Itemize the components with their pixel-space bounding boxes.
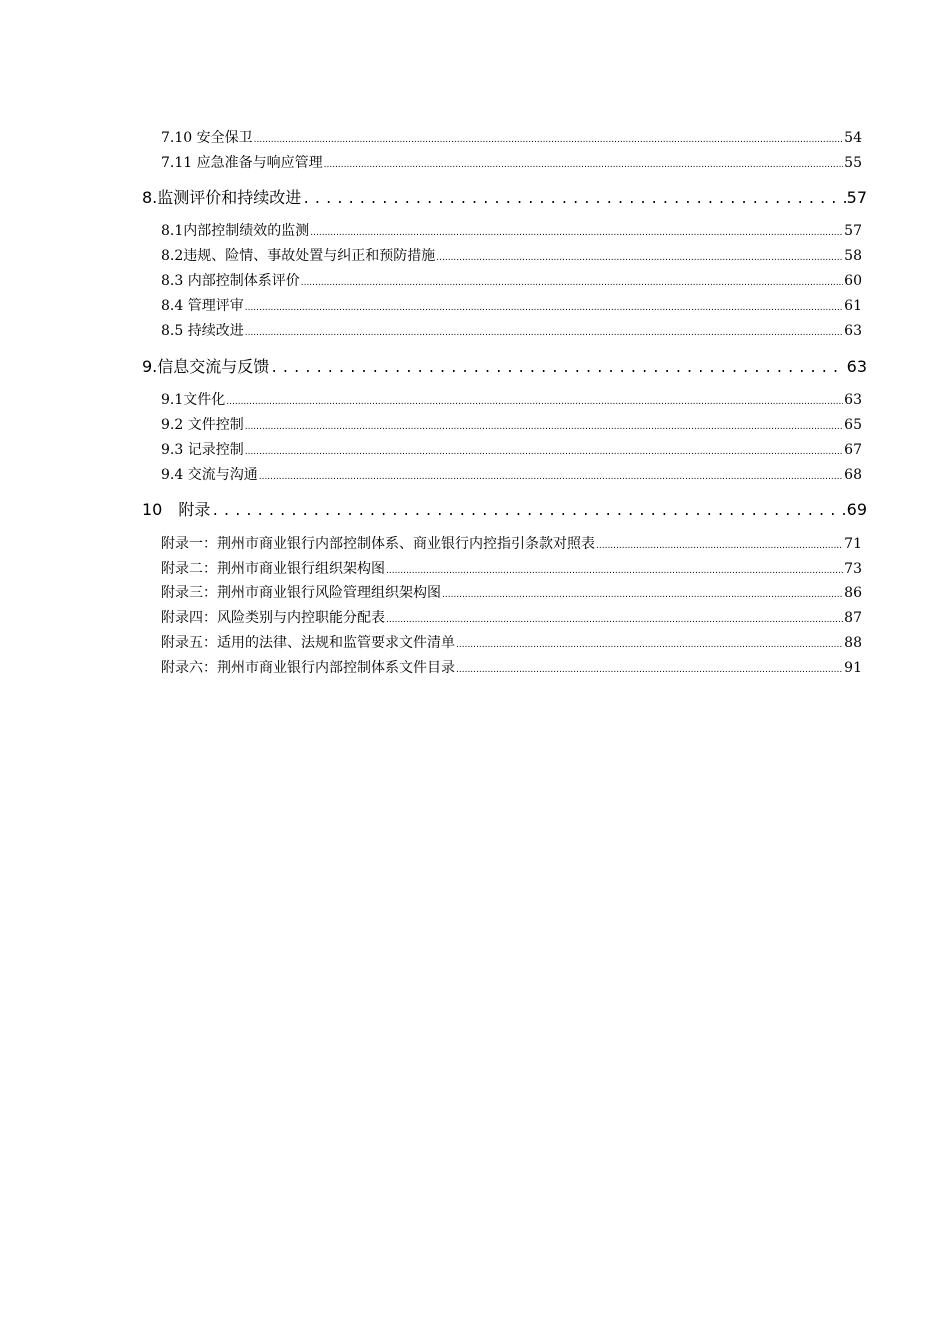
toc-entry-title: 9.信息交流与反馈: [142, 357, 270, 376]
toc-entry-title: 9.1文件化: [161, 392, 226, 408]
dot-leader: [259, 467, 843, 487]
toc-entry-page-number: 86: [844, 585, 862, 601]
toc-entry-appendix-2[interactable]: [161, 559, 862, 579]
toc-entry-title: 附录二：荆州市商业银行组织架构图: [161, 561, 385, 577]
toc-entry-title: 9.4 交流与沟通: [161, 467, 258, 483]
toc-entry-page-number: 87: [844, 610, 862, 626]
toc-entry-7-11[interactable]: [161, 153, 862, 173]
dot-leader: [245, 323, 843, 343]
toc-entry-page-number: 63: [846, 357, 867, 376]
toc-entry-page-number: 67: [844, 442, 862, 458]
toc-entry-page-number: 73: [844, 561, 862, 577]
toc-entry-title: 附录五：适用的法律、法规和监管要求文件清单: [161, 635, 455, 651]
dot-leader: [270, 357, 845, 381]
dot-leader: [386, 561, 843, 581]
toc-entry-page-number: 63: [844, 392, 862, 408]
toc-entry-title: 附录三：荆州市商业银行风险管理组织架构图: [161, 585, 441, 601]
dot-leader: [386, 610, 843, 630]
dot-leader: [245, 298, 843, 318]
toc-entry-page-number: 57: [844, 223, 862, 239]
toc-entry-9-2[interactable]: [161, 415, 862, 435]
toc-entry-page-number: 54: [844, 130, 862, 146]
toc-entry-page-number: 55: [844, 155, 862, 171]
toc-entry-page-number: 61: [844, 298, 862, 314]
dot-leader: [245, 417, 843, 437]
dot-leader: [226, 392, 843, 412]
dot-leader: [310, 223, 843, 243]
dot-leader: [456, 635, 843, 655]
toc-entry-appendix-4[interactable]: [161, 608, 862, 628]
toc-entry-section-9[interactable]: [142, 355, 867, 379]
dot-leader: [442, 585, 843, 605]
toc-entry-9-3[interactable]: [161, 440, 862, 460]
toc-entry-section-8[interactable]: [142, 186, 867, 210]
toc-entry-8-3[interactable]: [161, 271, 862, 291]
toc-entry-title: 10 附录: [142, 500, 211, 519]
dot-leader: [254, 130, 844, 150]
toc-entry-8-5[interactable]: [161, 321, 862, 341]
toc-entry-page-number: 69: [846, 500, 867, 519]
toc-entry-page-number: 91: [844, 660, 862, 676]
dot-leader: [211, 500, 845, 524]
toc-entry-title: 8.5 持续改进: [161, 323, 244, 339]
toc-entry-title: 8.2违规、险情、事故处置与纠正和预防措施: [161, 248, 436, 264]
dot-leader: [324, 155, 844, 175]
toc-entry-appendix-6[interactable]: [161, 658, 862, 678]
toc-entry-page-number: 68: [844, 467, 862, 483]
dot-leader: [302, 188, 845, 212]
toc-entry-title: 附录六：荆州市商业银行内部控制体系文件目录: [161, 660, 455, 676]
toc-entry-section-10[interactable]: [142, 498, 867, 522]
toc-entry-title: 9.2 文件控制: [161, 417, 244, 433]
toc-entry-title: 8.1内部控制绩效的监测: [161, 223, 310, 239]
toc-entry-8-2[interactable]: [161, 246, 862, 266]
toc-entry-7-10[interactable]: [161, 128, 862, 148]
dot-leader: [301, 273, 843, 293]
toc-entry-8-4[interactable]: [161, 296, 862, 316]
dot-leader: [436, 248, 843, 268]
toc-entry-8-1[interactable]: [161, 221, 862, 241]
toc-entry-title: 9.3 记录控制: [161, 442, 244, 458]
toc-entry-appendix-5[interactable]: [161, 633, 862, 653]
toc-entry-page-number: 65: [844, 417, 862, 433]
toc-entry-appendix-3[interactable]: [161, 583, 862, 603]
toc-entry-title: 7.10 安全保卫: [161, 130, 253, 146]
toc-entry-page-number: 60: [844, 273, 862, 289]
toc-entry-title: 附录四：风险类别与内控职能分配表: [161, 610, 385, 626]
toc-entry-9-1[interactable]: [161, 390, 862, 410]
toc-entry-page-number: 71: [844, 536, 862, 552]
toc-entry-appendix-1[interactable]: [161, 534, 862, 554]
toc-entry-title: 7.11 应急准备与响应管理: [161, 155, 323, 171]
toc-entry-title: 附录一：荆州市商业银行内部控制体系、商业银行内控指引条款对照表: [161, 536, 595, 552]
toc-entry-title: 8.监测评价和持续改进: [142, 188, 302, 207]
toc-entry-title: 8.3 内部控制体系评价: [161, 273, 300, 289]
toc-entry-page-number: 63: [844, 323, 862, 339]
dot-leader: [456, 660, 843, 680]
dot-leader: [596, 536, 843, 556]
toc-entry-page-number: 58: [844, 248, 862, 264]
toc-entry-9-4[interactable]: [161, 465, 862, 485]
toc-entry-title: 8.4 管理评审: [161, 298, 244, 314]
toc-entry-page-number: 57: [846, 188, 867, 207]
dot-leader: [245, 442, 843, 462]
toc-entry-page-number: 88: [844, 635, 862, 651]
